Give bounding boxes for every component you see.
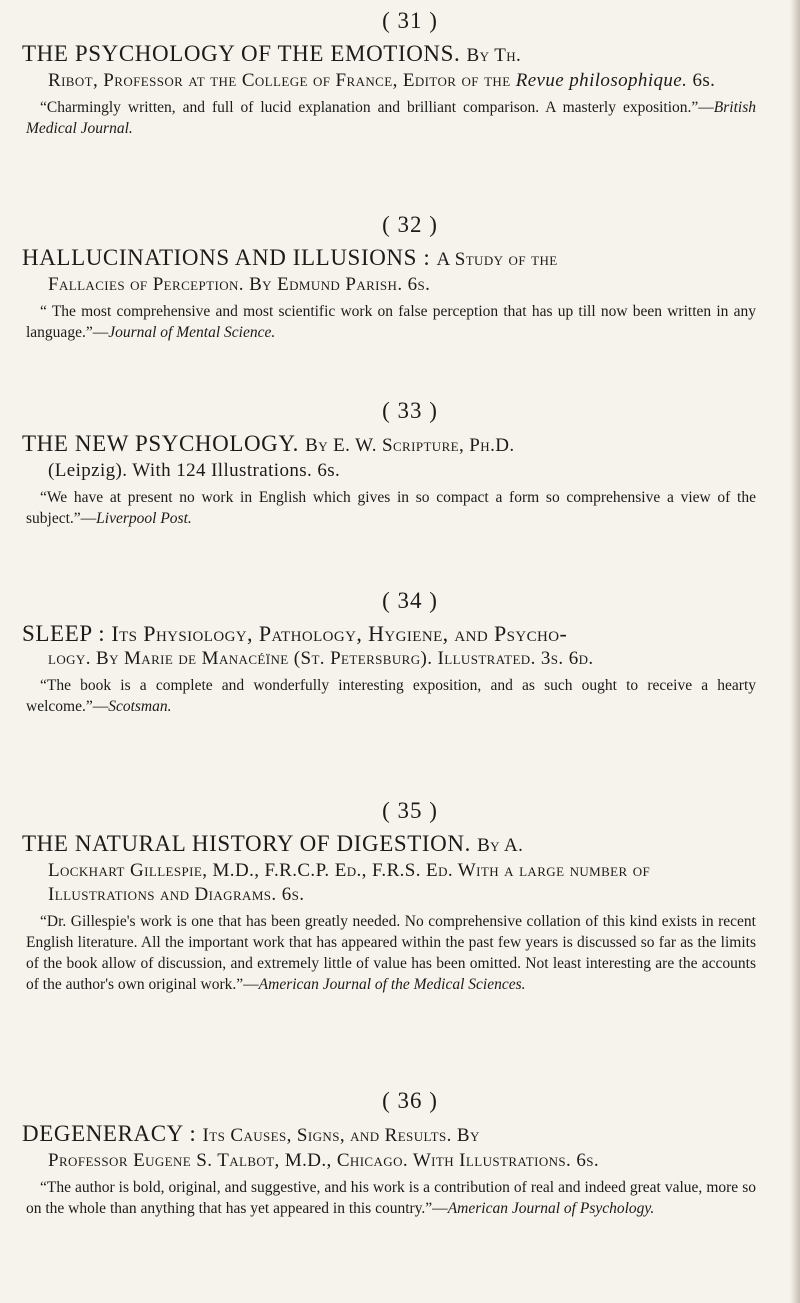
entry-author-inline: By A. [477, 835, 524, 856]
entry-number: ( 31 ) [382, 8, 438, 33]
entry-title: THE PSYCHOLOGY OF THE EMOTIONS. [22, 41, 461, 66]
entry-heading [22, 830, 760, 907]
entry-details-italic: Revue philosophique. [515, 70, 688, 91]
catalogue-entry-32 [0, 212, 800, 343]
entry-number: ( 35 ) [382, 798, 438, 823]
entry-number: ( 32 ) [382, 212, 438, 237]
entry-details: (Leipzig). With 124 Illustrations. 6s. [48, 460, 341, 481]
entry-heading [22, 430, 760, 483]
entry-review [26, 301, 756, 343]
review-text: “Charmingly written, and full of lucid explanation and brilliant comparison. A masterly exposition.”— [40, 99, 714, 116]
catalogue-entry-35 [0, 798, 800, 995]
review-text: “The author is bold, original, and suggestive, and his work is a contribution of real and indeed great value, more so on the whole than anything that has yet appeared in this country.”— [26, 1179, 756, 1217]
entry-heading [22, 620, 760, 671]
review-source: Scotsman. [108, 698, 172, 715]
review-source: American Journal of Psychology. [447, 1200, 655, 1217]
review-text: “The book is a complete and wonderfully interesting exposition, and as such ought to receive a hearty welcome.”— [26, 677, 756, 715]
review-text: “ The most comprehensive and most scientific work on false perception that has up till now been written in any language.”— [26, 303, 756, 341]
page-edge-shadow [790, 0, 800, 1303]
entry-title: DEGENERACY : [22, 1121, 197, 1146]
catalogue-entry-31 [0, 8, 800, 139]
review-source: Journal of Mental Science. [108, 324, 276, 341]
entry-subtitle-inline: Its Physiology, Pathology, Hygiene, and Psycho- [111, 621, 568, 646]
entry-author-inline: By Th. [466, 45, 522, 66]
review-source: British Medical Journal. [26, 99, 756, 137]
entry-heading [22, 244, 760, 297]
entry-heading [22, 1120, 760, 1173]
review-text: “Dr. Gillespie's work is one that has been greatly needed. No comprehensive collation of this kind exists in recent English literature. All the important work that has appeared within the past few years is discussed so far as the limits of the book allow of discussion, and extremely little of value has been omitted. Not least interesting are the accounts of the author's own original work.”— [26, 913, 756, 993]
entry-number: ( 36 ) [382, 1088, 438, 1113]
entry-price: 6s. [692, 70, 716, 91]
entry-author-inline: By E. W. Scripture, Ph.D. [305, 435, 515, 456]
entry-review [26, 911, 756, 995]
entry-details: Professor Eugene S. Talbot, M.D., Chicago. With Illustrations. 6s. [48, 1150, 600, 1171]
catalogue-entry-36 [0, 1088, 800, 1219]
entry-heading [22, 40, 760, 93]
entry-number: ( 34 ) [382, 588, 438, 613]
entry-details-text: Ribot, Professor at the College of France, Editor of the [48, 70, 511, 91]
entry-review [26, 675, 756, 717]
entry-details: logy. By Marie de Manacéïne (St. Petersburg). Illustrated. 3s. 6d. [48, 648, 594, 669]
review-source: Liverpool Post. [96, 510, 192, 527]
entry-review [26, 1177, 756, 1219]
entry-title: HALLUCINATIONS AND ILLUSIONS : [22, 245, 431, 270]
entry-title: SLEEP : [22, 621, 106, 646]
entry-subtitle-inline: A Study of the [436, 249, 558, 270]
entry-title: THE NEW PSYCHOLOGY. [22, 431, 299, 456]
review-text: “We have at present no work in English which gives in so compact a form so comprehensive a view of the subject.”— [26, 489, 756, 527]
entry-details: Lockhart Gillespie, M.D., F.R.C.P. Ed., F.R.S. Ed. With a large number of Illustrations and Diagrams. 6s. [48, 860, 651, 905]
catalogue-entry-34 [0, 588, 800, 717]
catalogue-entry-33 [0, 398, 800, 529]
entry-number: ( 33 ) [382, 398, 438, 423]
entry-details [48, 69, 760, 93]
entry-title: THE NATURAL HISTORY OF DIGESTION. [22, 831, 471, 856]
entry-review [26, 97, 756, 139]
entry-details: Fallacies of Perception. By Edmund Parish. 6s. [48, 274, 431, 295]
entry-review [26, 487, 756, 529]
entry-subtitle-inline: Its Causes, Signs, and Results. By [202, 1125, 480, 1146]
review-source: American Journal of the Medical Sciences. [258, 976, 526, 993]
